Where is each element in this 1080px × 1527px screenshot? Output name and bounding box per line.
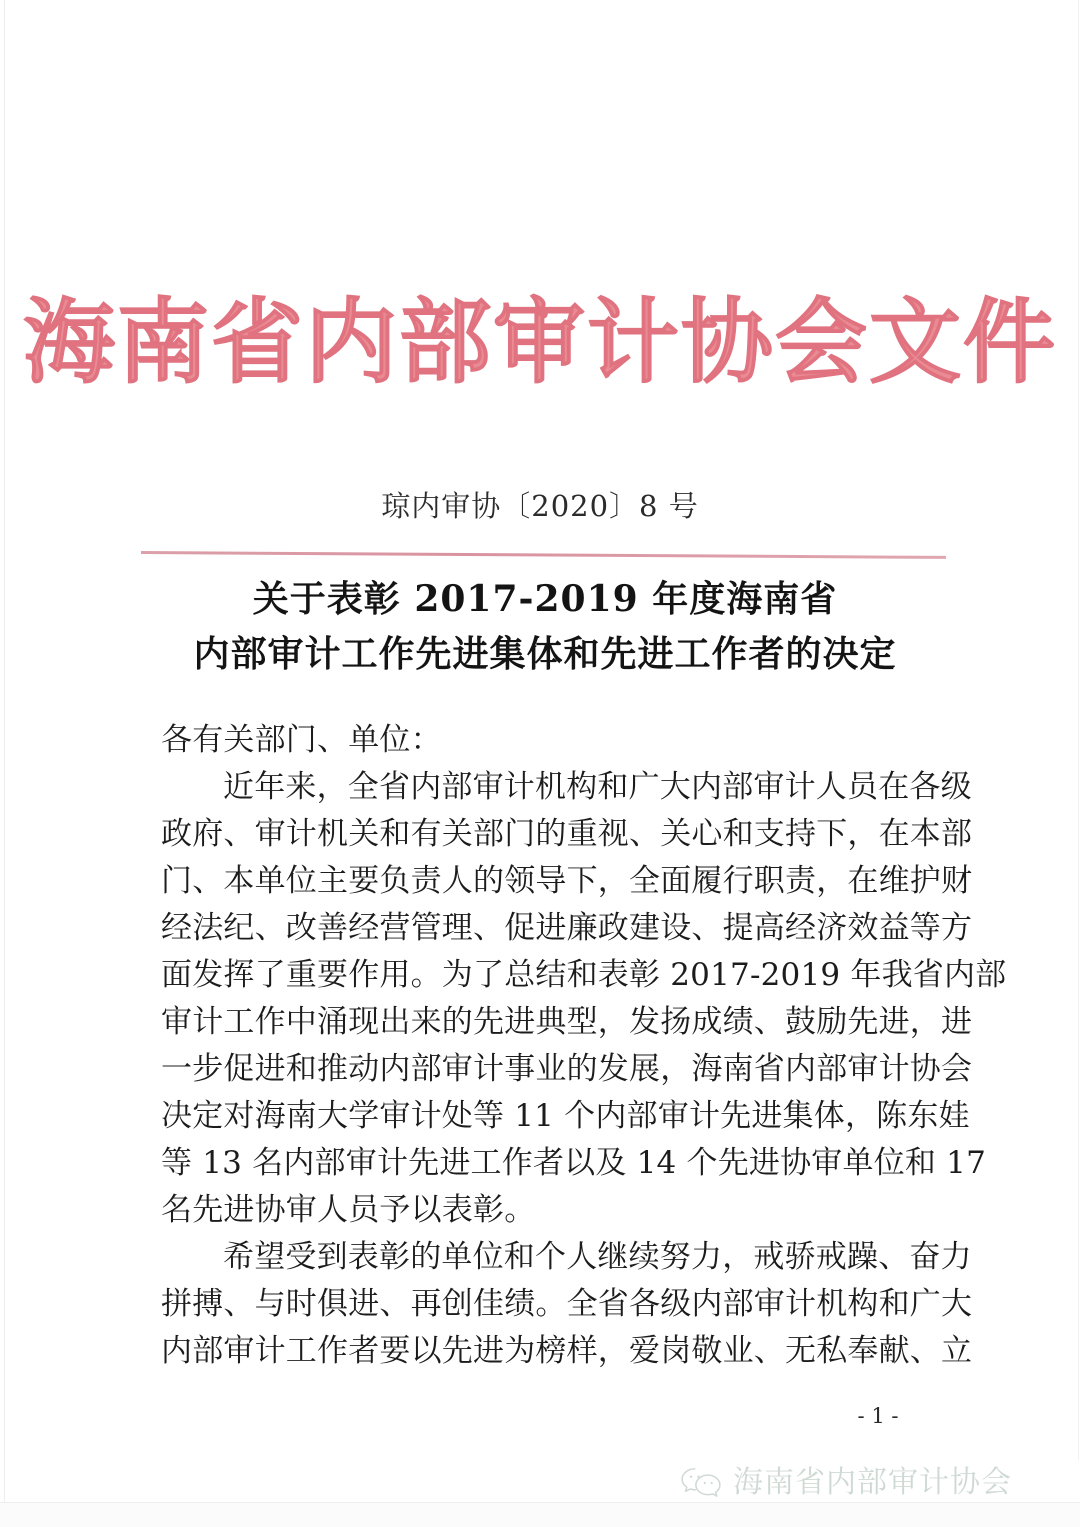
body-line: 一步促进和推动内部审计事业的发展，海南省内部审计协会 <box>161 1051 973 1087</box>
page-number <box>0 1404 1080 1428</box>
body-line: 拼搏、与时俱进、再创佳绩。全省各级内部审计机构和广大 <box>161 1286 973 1322</box>
body-line: 决定对海南大学审计处等 11 个内部审计先进集体，陈东娃 <box>161 1098 970 1134</box>
body-line: 经法纪、改善经营管理、促进廉政建设、提高经济效益等方 <box>161 910 973 946</box>
scan-edge-artifact-right <box>1078 0 1079 1460</box>
wechat-icon <box>680 1466 722 1500</box>
body-line: 门、本单位主要负责人的领导下，全面履行职责，在维护财 <box>161 863 973 899</box>
watermark-account-name: 海南省内部审计协会 <box>733 1465 1012 1500</box>
body-line: 内部审计工作者要以先进为榜样，爱岗敬业、无私奉献、立 <box>161 1333 973 1369</box>
body-line: 近年来，全省内部审计机构和广大内部审计人员在各级 <box>223 769 972 805</box>
document-number: 琼内审协〔2020〕8 号 <box>381 489 699 523</box>
document-body <box>161 717 1007 1375</box>
document-title-line-1: 关于表彰 2017-2019 年度海南省 <box>252 578 838 620</box>
footer-watermark <box>680 1466 1012 1500</box>
document-title <box>150 572 940 682</box>
document-title-line-2: 内部审计工作先进集体和先进工作者的决定 <box>193 633 897 675</box>
salutation: 各有关部门、单位： <box>161 722 442 758</box>
body-line: 名先进协审人员予以表彰。 <box>161 1192 536 1228</box>
body-line: 审计工作中涌现出来的先进典型，发扬成绩、鼓励先进，进 <box>161 1004 973 1040</box>
scan-edge-artifact-left <box>4 0 5 1527</box>
body-line: 等 13 名内部审计先进工作者以及 14 个先进协审单位和 17 <box>161 1145 987 1181</box>
body-line: 政府、审计机关和有关部门的重视、关心和支持下，在本部 <box>161 816 973 852</box>
red-separator-rule <box>141 551 946 559</box>
page-number-text: - 1 - <box>857 1404 899 1428</box>
body-line: 面发挥了重要作用。为了总结和表彰 2017-2019 年我省内部 <box>161 957 1007 993</box>
masthead-title: 海南省内部审计协会文件 <box>22 288 1057 396</box>
body-line: 希望受到表彰的单位和个人继续努力，戒骄戒躁、奋力 <box>223 1239 972 1275</box>
scan-bottom-band <box>0 1502 1080 1527</box>
